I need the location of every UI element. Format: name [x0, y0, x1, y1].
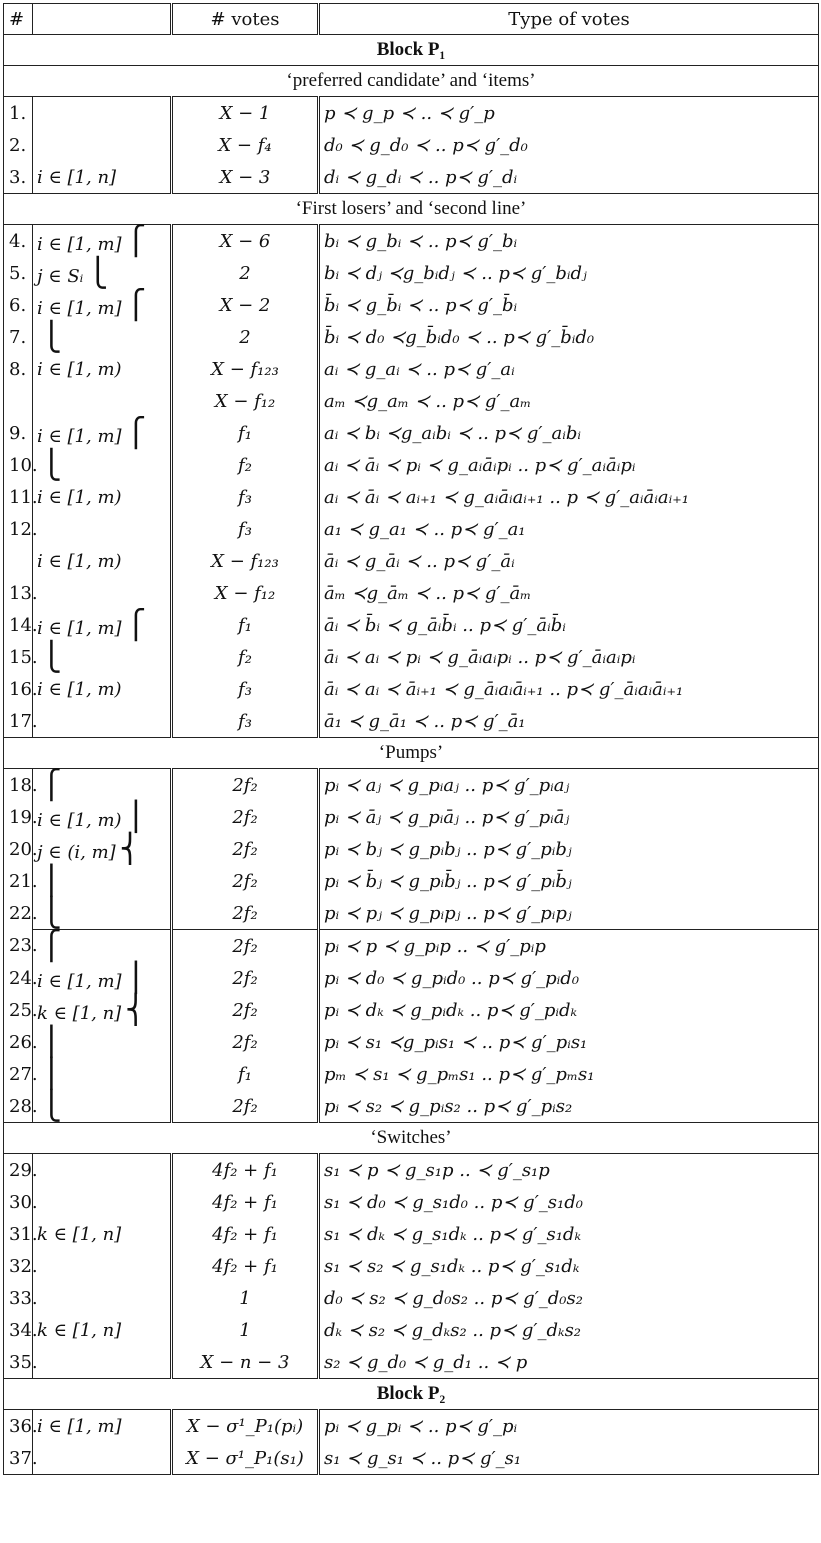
row-vote-type: pᵢ ≺ s₂ ≺ g_pᵢs₂ .. p≺ g′_pᵢs₂ [319, 1090, 819, 1123]
section-title: ‘Pumps’ [4, 738, 819, 769]
row-vote-type: pᵢ ≺ pⱼ ≺ g_pᵢpⱼ .. p≺ g′_pᵢpⱼ [319, 897, 819, 930]
row-number: 26. [4, 1026, 33, 1058]
row-number: 3. [4, 161, 33, 194]
row-number: 7. [4, 321, 33, 353]
brace-glyph: ⎩ [41, 448, 62, 481]
row-vote-count: 2 [172, 257, 319, 289]
row-number: 15. [4, 641, 33, 673]
row-vote-count: f₁ [172, 609, 319, 641]
brace-glyph: ⎨ [119, 832, 141, 865]
row-condition [33, 289, 172, 321]
condition-text: j ∈ (i, m] [37, 842, 116, 863]
table-row [4, 353, 819, 385]
section-title: ‘Switches’ [4, 1123, 819, 1154]
brace-glyph: ⎧ [125, 416, 147, 449]
table-row [4, 513, 819, 545]
row-vote-type: āₘ ≺g_āₘ ≺ .. p≺ g′_āₘ [319, 577, 819, 609]
row-condition [33, 705, 172, 738]
row-vote-count: 2f₂ [172, 769, 319, 802]
row-condition [33, 962, 172, 994]
row-vote-type: bᵢ ≺ g_bᵢ ≺ .. p≺ g′_bᵢ [319, 225, 819, 258]
row-vote-count: X − 2 [172, 289, 319, 321]
row-number [4, 545, 33, 577]
row-number: 2. [4, 129, 33, 161]
row-number [4, 385, 33, 417]
row-condition [33, 673, 172, 705]
row-vote-count: X − σ¹_P₁(s₁) [172, 1442, 319, 1475]
condition-text: k ∈ [1, n] [37, 1003, 122, 1024]
row-number: 33. [4, 1282, 33, 1314]
header-row [4, 4, 819, 35]
condition-text: i ∈ [1, m) [37, 358, 122, 380]
row-vote-type: pᵢ ≺ bⱼ ≺ g_pᵢbⱼ .. p≺ g′_pᵢbⱼ [319, 833, 819, 865]
table-row [4, 385, 819, 417]
brace-glyph: ⎧ [41, 768, 62, 801]
brace-glyph: ⎧ [125, 608, 147, 641]
table-row [4, 1058, 819, 1090]
row-vote-type: s₁ ≺ dₖ ≺ g_s₁dₖ .. p≺ g′_s₁dₖ [319, 1218, 819, 1250]
row-vote-count: X − n − 3 [172, 1346, 319, 1379]
row-vote-type: d₀ ≺ s₂ ≺ g_d₀s₂ .. p≺ g′_d₀s₂ [319, 1282, 819, 1314]
row-vote-count: f₃ [172, 673, 319, 705]
table-row [4, 1090, 819, 1123]
row-vote-type: dₖ ≺ s₂ ≺ g_dₖs₂ .. p≺ g′_dₖs₂ [319, 1314, 819, 1346]
row-condition [33, 865, 172, 897]
block-title: Block P₂ [4, 1379, 819, 1410]
row-vote-type: b̄ᵢ ≺ d₀ ≺g_b̄ᵢd₀ ≺ .. p≺ g′_b̄ᵢd₀ [319, 321, 819, 353]
row-number: 36. [4, 1410, 33, 1443]
row-vote-type: aₘ ≺g_aₘ ≺ .. p≺ g′_aₘ [319, 385, 819, 417]
row-condition [33, 1186, 172, 1218]
brace-glyph: ⎩ [41, 320, 62, 353]
row-number: 20. [4, 833, 33, 865]
table-row [4, 705, 819, 738]
brace-glyph: ⎪ [125, 800, 147, 833]
row-vote-type: s₁ ≺ p ≺ g_s₁p .. ≺ g′_s₁p [319, 1154, 819, 1187]
table-row [4, 769, 819, 802]
row-vote-count: f₃ [172, 513, 319, 545]
row-vote-count: X − f₁₂₃ [172, 545, 319, 577]
row-number: 10. [4, 449, 33, 481]
header-votes: # votes [172, 4, 319, 35]
row-vote-type: pᵢ ≺ s₁ ≺g_pᵢs₁ ≺ .. p≺ g′_pᵢs₁ [319, 1026, 819, 1058]
condition-text: i ∈ [1, m] [37, 234, 122, 255]
row-number: 12. [4, 513, 33, 545]
row-vote-type: p ≺ g_p ≺ .. ≺ g′_p [319, 97, 819, 130]
row-vote-type: pᵢ ≺ g_pᵢ ≺ .. p≺ g′_pᵢ [319, 1410, 819, 1443]
row-number: 1. [4, 97, 33, 130]
row-condition [33, 449, 172, 481]
condition-text: i ∈ [1, n] [37, 166, 117, 188]
table-row [4, 1346, 819, 1379]
row-vote-count: 2f₂ [172, 1090, 319, 1123]
row-vote-count: 2f₂ [172, 897, 319, 930]
row-condition [33, 321, 172, 353]
row-vote-count: f₃ [172, 705, 319, 738]
condition-text: i ∈ [1, m] [37, 426, 122, 447]
table-row [4, 1282, 819, 1314]
brace-glyph: ⎨ [125, 993, 147, 1026]
brace-glyph: ⎩ [41, 896, 62, 929]
section-title: ‘First losers’ and ‘second line’ [4, 194, 819, 225]
row-number: 34. [4, 1314, 33, 1346]
row-vote-count: X − f₁₂₃ [172, 353, 319, 385]
row-number: 29. [4, 1154, 33, 1187]
row-condition [33, 161, 172, 194]
row-number: 17. [4, 705, 33, 738]
section-header-row [4, 194, 819, 225]
brace-glyph: ⎩ [87, 256, 109, 289]
table-body [4, 35, 819, 1475]
table-row [4, 1154, 819, 1187]
row-number: 28. [4, 1090, 33, 1123]
votes-table [3, 3, 819, 1475]
row-number: 11. [4, 481, 33, 513]
row-vote-count: f₂ [172, 449, 319, 481]
header-cond [33, 4, 172, 35]
row-number: 24. [4, 962, 33, 994]
row-vote-type: s₁ ≺ s₂ ≺ g_s₁dₖ .. p≺ g′_s₁dₖ [319, 1250, 819, 1282]
row-vote-count: X − f₁₂ [172, 385, 319, 417]
table-row [4, 1218, 819, 1250]
table-row [4, 161, 819, 194]
row-condition [33, 897, 172, 930]
table-row [4, 673, 819, 705]
table-row [4, 1314, 819, 1346]
table-row [4, 1442, 819, 1475]
row-condition [33, 1442, 172, 1475]
table-row [4, 417, 819, 449]
table-row [4, 833, 819, 865]
condition-text: i ∈ [1, m) [37, 810, 122, 831]
row-vote-count: X − 1 [172, 97, 319, 130]
condition-text: i ∈ [1, m] [37, 971, 122, 992]
row-number: 19. [4, 801, 33, 833]
condition-text: k ∈ [1, n] [37, 1319, 122, 1341]
table-row [4, 609, 819, 641]
brace-glyph: ⎧ [125, 288, 147, 321]
row-number: 32. [4, 1250, 33, 1282]
table-row [4, 1250, 819, 1282]
row-condition [33, 1026, 172, 1058]
row-condition [33, 1314, 172, 1346]
brace-glyph: ⎪ [41, 1025, 62, 1058]
row-condition [33, 1154, 172, 1187]
row-number: 37. [4, 1442, 33, 1475]
row-vote-type: s₁ ≺ g_s₁ ≺ .. p≺ g′_s₁ [319, 1442, 819, 1475]
row-vote-type: pᵢ ≺ aⱼ ≺ g_pᵢaⱼ .. p≺ g′_pᵢaⱼ [319, 769, 819, 802]
table-row [4, 449, 819, 481]
table-row [4, 1410, 819, 1443]
brace-glyph: ⎩ [41, 640, 62, 673]
row-condition [33, 129, 172, 161]
row-condition [33, 545, 172, 577]
row-condition [33, 1410, 172, 1443]
section-header-row [4, 66, 819, 97]
row-vote-type: d₀ ≺ g_d₀ ≺ .. p≺ g′_d₀ [319, 129, 819, 161]
row-condition [33, 769, 172, 802]
row-number: 4. [4, 225, 33, 258]
row-vote-type: aᵢ ≺ āᵢ ≺ pᵢ ≺ g_aᵢāᵢpᵢ .. p≺ g′_aᵢāᵢpᵢ [319, 449, 819, 481]
section-title: ‘preferred candidate’ and ‘items’ [4, 66, 819, 97]
block-header-row [4, 1379, 819, 1410]
row-number: 13. [4, 577, 33, 609]
header-num: # [4, 4, 33, 35]
row-number: 9. [4, 417, 33, 449]
row-condition [33, 1058, 172, 1090]
row-condition [33, 994, 172, 1026]
condition-text: i ∈ [1, m] [37, 618, 122, 639]
table-row [4, 321, 819, 353]
row-condition [33, 833, 172, 865]
brace-glyph: ⎧ [41, 929, 62, 962]
condition-text: i ∈ [1, m) [37, 678, 122, 700]
row-vote-count: X − 6 [172, 225, 319, 258]
row-vote-type: s₂ ≺ g_d₀ ≺ g_d₁ .. ≺ p [319, 1346, 819, 1379]
row-condition [33, 97, 172, 130]
row-number: 27. [4, 1058, 33, 1090]
row-vote-type: aᵢ ≺ g_aᵢ ≺ .. p≺ g′_aᵢ [319, 353, 819, 385]
row-condition [33, 1090, 172, 1123]
table-row [4, 225, 819, 258]
row-condition [33, 1346, 172, 1379]
row-vote-count: 4f₂ + f₁ [172, 1218, 319, 1250]
row-vote-count: 1 [172, 1314, 319, 1346]
row-condition [33, 225, 172, 258]
table-row [4, 897, 819, 930]
row-vote-count: X − σ¹_P₁(pᵢ) [172, 1410, 319, 1443]
row-number: 31. [4, 1218, 33, 1250]
row-vote-type: āᵢ ≺ g_āᵢ ≺ .. p≺ g′_āᵢ [319, 545, 819, 577]
row-vote-count: 2f₂ [172, 930, 319, 963]
row-vote-type: āᵢ ≺ aᵢ ≺ āᵢ₊₁ ≺ g_āᵢaᵢāᵢ₊₁ .. p≺ g′_āᵢaᵢāᵢ₊₁ [319, 673, 819, 705]
row-vote-count: 2f₂ [172, 962, 319, 994]
votes-table-figure [3, 3, 818, 1475]
row-condition [33, 417, 172, 449]
table-row [4, 1186, 819, 1218]
row-condition [33, 609, 172, 641]
row-vote-type: aᵢ ≺ bᵢ ≺g_aᵢbᵢ ≺ .. p≺ g′_aᵢbᵢ [319, 417, 819, 449]
row-condition [33, 513, 172, 545]
row-vote-type: pᵢ ≺ b̄ⱼ ≺ g_pᵢb̄ⱼ .. p≺ g′_pᵢb̄ⱼ [319, 865, 819, 897]
row-number: 22. [4, 897, 33, 930]
table-row [4, 641, 819, 673]
row-number: 6. [4, 289, 33, 321]
brace-glyph: ⎪ [125, 961, 147, 994]
row-vote-count: f₁ [172, 417, 319, 449]
row-condition [33, 481, 172, 513]
section-header-row [4, 1123, 819, 1154]
table-row [4, 801, 819, 833]
row-number: 18. [4, 769, 33, 802]
row-vote-count: X − f₁₂ [172, 577, 319, 609]
row-condition [33, 641, 172, 673]
table-row [4, 1026, 819, 1058]
row-number: 23. [4, 930, 33, 963]
row-vote-count: 2f₂ [172, 865, 319, 897]
row-number: 5. [4, 257, 33, 289]
table-row [4, 257, 819, 289]
row-vote-count: 2f₂ [172, 833, 319, 865]
row-vote-count: X − f₄ [172, 129, 319, 161]
row-condition [33, 1282, 172, 1314]
row-number: 16. [4, 673, 33, 705]
brace-glyph: ⎪ [41, 864, 62, 897]
row-vote-count: 1 [172, 1282, 319, 1314]
condition-text: k ∈ [1, n] [37, 1223, 122, 1245]
table-row [4, 865, 819, 897]
row-number: 8. [4, 353, 33, 385]
table-row [4, 962, 819, 994]
block-header-row [4, 35, 819, 66]
row-vote-type: ā₁ ≺ g_ā₁ ≺ .. p≺ g′_ā₁ [319, 705, 819, 738]
table-row [4, 545, 819, 577]
table-row [4, 930, 819, 963]
header-type: Type of votes [319, 4, 819, 35]
row-condition [33, 577, 172, 609]
row-vote-count: 2f₂ [172, 1026, 319, 1058]
row-condition [33, 1250, 172, 1282]
row-condition [33, 1218, 172, 1250]
brace-glyph: ⎧ [125, 224, 147, 257]
row-vote-type: āᵢ ≺ aᵢ ≺ pᵢ ≺ g_āᵢaᵢpᵢ .. p≺ g′_āᵢaᵢpᵢ [319, 641, 819, 673]
row-vote-type: b̄ᵢ ≺ g_b̄ᵢ ≺ .. p≺ g′_b̄ᵢ [319, 289, 819, 321]
row-condition [33, 257, 172, 289]
row-condition [33, 930, 172, 963]
table-row [4, 577, 819, 609]
row-vote-count: 4f₂ + f₁ [172, 1154, 319, 1187]
row-number: 35. [4, 1346, 33, 1379]
row-vote-count: 2f₂ [172, 801, 319, 833]
row-vote-type: s₁ ≺ d₀ ≺ g_s₁d₀ .. p≺ g′_s₁d₀ [319, 1186, 819, 1218]
row-vote-type: aᵢ ≺ āᵢ ≺ aᵢ₊₁ ≺ g_aᵢāᵢaᵢ₊₁ .. p ≺ g′_aᵢāᵢaᵢ₊₁ [319, 481, 819, 513]
row-vote-count: f₁ [172, 1058, 319, 1090]
condition-text: i ∈ [1, m] [37, 1415, 122, 1437]
row-number: 25. [4, 994, 33, 1026]
condition-text: i ∈ [1, m) [37, 486, 122, 508]
row-condition [33, 801, 172, 833]
table-row [4, 994, 819, 1026]
row-vote-count: 2f₂ [172, 994, 319, 1026]
row-vote-type: pᵢ ≺ p ≺ g_pᵢp .. ≺ g′_pᵢp [319, 930, 819, 963]
section-header-row [4, 738, 819, 769]
row-vote-type: pᵢ ≺ d₀ ≺ g_pᵢd₀ .. p≺ g′_pᵢd₀ [319, 962, 819, 994]
condition-text: j ∈ Sᵢ [37, 266, 84, 287]
row-vote-type: pᵢ ≺ āⱼ ≺ g_pᵢāⱼ .. p≺ g′_pᵢāⱼ [319, 801, 819, 833]
row-vote-type: āᵢ ≺ b̄ᵢ ≺ g_āᵢb̄ᵢ .. p≺ g′_āᵢb̄ᵢ [319, 609, 819, 641]
row-vote-type: pᵢ ≺ dₖ ≺ g_pᵢdₖ .. p≺ g′_pᵢdₖ [319, 994, 819, 1026]
row-number: 14. [4, 609, 33, 641]
row-number: 30. [4, 1186, 33, 1218]
row-vote-count: 4f₂ + f₁ [172, 1250, 319, 1282]
row-vote-count: X − 3 [172, 161, 319, 194]
row-vote-count: 4f₂ + f₁ [172, 1186, 319, 1218]
condition-text: i ∈ [1, m] [37, 298, 122, 319]
row-vote-type: pₘ ≺ s₁ ≺ g_pₘs₁ .. p≺ g′_pₘs₁ [319, 1058, 819, 1090]
brace-glyph: ⎩ [41, 1089, 62, 1122]
table-row [4, 129, 819, 161]
table-row [4, 97, 819, 130]
table-row [4, 289, 819, 321]
table-row [4, 481, 819, 513]
row-vote-type: bᵢ ≺ dⱼ ≺g_bᵢdⱼ ≺ .. p≺ g′_bᵢdⱼ [319, 257, 819, 289]
row-number: 21. [4, 865, 33, 897]
row-vote-type: dᵢ ≺ g_dᵢ ≺ .. p≺ g′_dᵢ [319, 161, 819, 194]
row-vote-count: f₂ [172, 641, 319, 673]
row-condition [33, 353, 172, 385]
row-condition [33, 385, 172, 417]
row-vote-count: f₃ [172, 481, 319, 513]
row-vote-type: a₁ ≺ g_a₁ ≺ .. p≺ g′_a₁ [319, 513, 819, 545]
row-vote-count: 2 [172, 321, 319, 353]
brace-glyph: ⎪ [41, 1057, 62, 1090]
block-title: Block P₁ [4, 35, 819, 66]
condition-text: i ∈ [1, m) [37, 550, 122, 572]
